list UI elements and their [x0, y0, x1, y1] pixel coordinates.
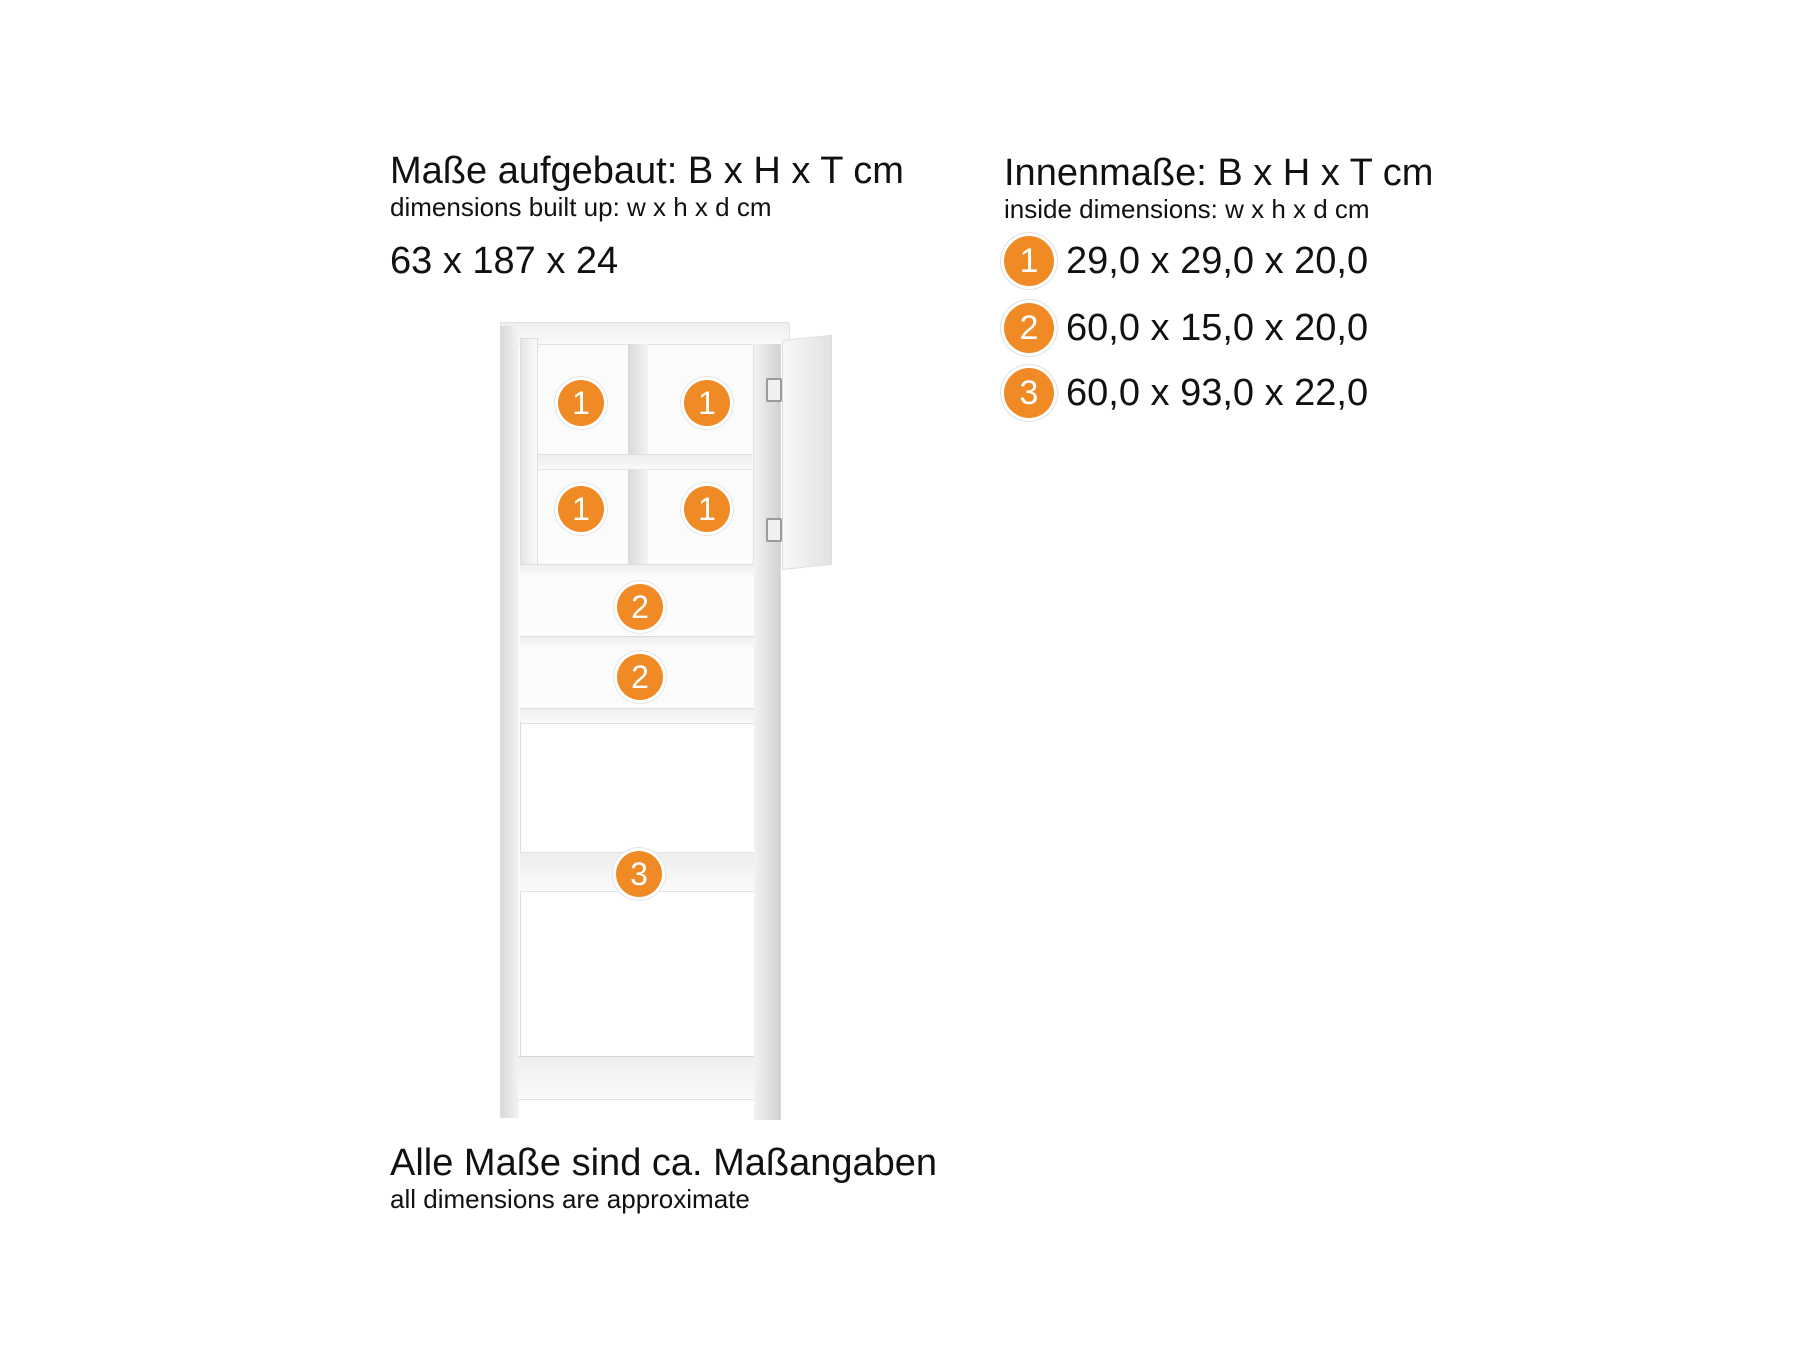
compartment-badge-icon: 2: [617, 654, 663, 700]
cabinet-top-board: [500, 322, 790, 346]
left-door: [520, 338, 538, 568]
hinge-icon: [766, 378, 782, 402]
compartment-badge-icon: 1: [684, 380, 730, 426]
compartment-badge-icon: 2: [617, 584, 663, 630]
compartment-badge-icon: 1: [684, 486, 730, 532]
number-badge-icon: 2: [1004, 303, 1054, 353]
right-door: [782, 335, 832, 570]
heading-outer-dimensions: Maße aufgebaut: B x H x T cm: [390, 150, 904, 192]
subheading-inside-dimensions: inside dimensions: w x h x d cm: [1004, 194, 1370, 224]
dimension-value: 29,0 x 29,0 x 20,0: [1066, 240, 1369, 282]
number-badge-icon: 3: [1004, 368, 1054, 418]
hinge-icon: [766, 518, 782, 542]
compartment-badge-icon: 1: [558, 380, 604, 426]
outer-dimensions-value: 63 x 187 x 24: [390, 240, 619, 282]
footer-note: Alle Maße sind ca. Maßangaben: [390, 1142, 938, 1184]
footer-note-english: all dimensions are approximate: [390, 1184, 750, 1214]
cabinet-left-side: [500, 326, 519, 1118]
cabinet-right-side: [754, 344, 781, 1120]
compartment-badge-icon: 1: [558, 486, 604, 532]
number-badge-icon: 1: [1004, 236, 1054, 286]
subheading-outer-dimensions: dimensions built up: w x h x d cm: [390, 192, 772, 222]
shelf-board: [520, 708, 754, 724]
cabinet-bottom-board: [518, 1056, 754, 1100]
heading-inside-dimensions: Innenmaße: B x H x T cm: [1004, 152, 1434, 194]
dimension-value: 60,0 x 93,0 x 22,0: [1066, 372, 1369, 414]
dimension-value: 60,0 x 15,0 x 20,0: [1066, 307, 1369, 349]
upper-shelf: [520, 454, 752, 470]
compartment-badge-icon: 3: [616, 851, 662, 897]
